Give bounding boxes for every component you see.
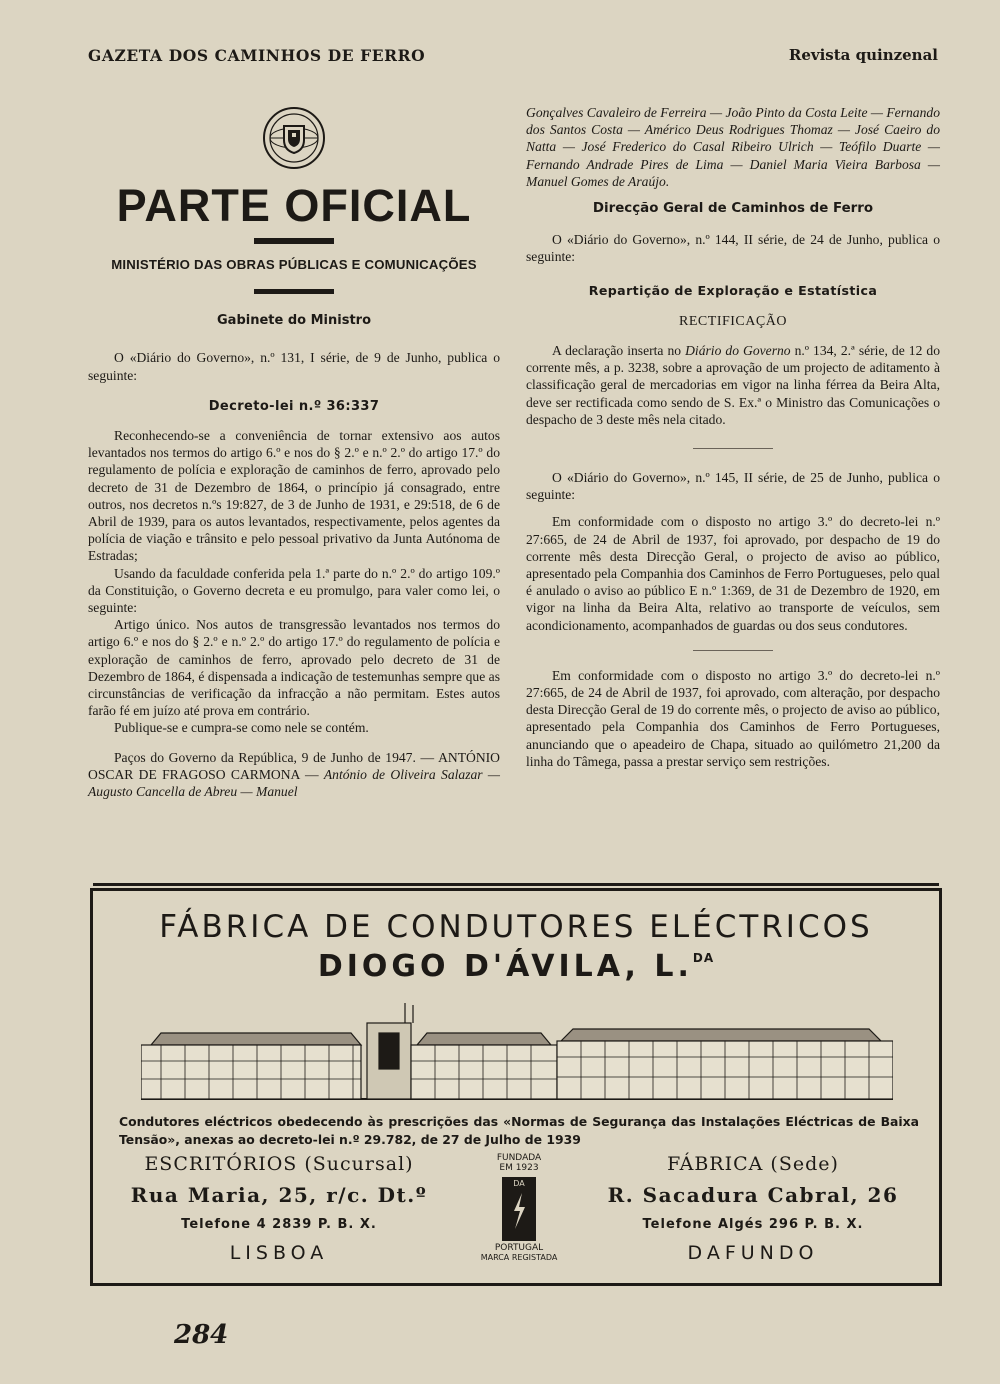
- factory-block: [593, 1153, 913, 1264]
- signatures-continued: Gonçalves Cavaleiro de Ferreira — João Pinto da Costa Leite — Fernando dos Santos Costa — Américo Deus Rodrigues Thomaz — José Caeiro do Natta — José Frederico do Casal Ribeiro Ulrich — Teófilo Duarte — Fernando Andrade Pires de Lima — Daniel Maria Vieira Barbosa — Manuel Gomes de Araújo.: [526, 105, 940, 189]
- separator: [693, 650, 773, 651]
- office-block: [119, 1153, 439, 1264]
- separator: [693, 448, 773, 449]
- lightning-icon: [502, 1177, 536, 1241]
- cabinet-heading: Gabinete do Ministro: [217, 313, 371, 329]
- intro-paragraph-3: O «Diário do Governo», n.º 145, II série, de 25 de Junho, publica o seguinte:: [526, 470, 940, 503]
- factory-address: R. Sacadura Cabral, 26: [607, 1183, 899, 1207]
- decree-paragraph-1: Reconhecendo-se a conveniência de tornar extensivo aos autos levantados nos termos do artigo 6.º e nos do § 2.º e n.º 2.º do artigo 17.º do regulamento de polícia e exploração de caminhos de ferro, aprovado pelo decreto de 31 de Dezembro de 1864, o princípio já consagrado, entre outros, nos decretos n.ºs 19:827, de 3 de Junho de 1931, e 29:518, de 6 de Abril de 1939, para os autos levantados, respectivamente, pelos agentes da polícia de viação e trânsito e pelo pessoal privativo da Junta Autónoma de Estradas;: [88, 428, 500, 564]
- title-rule: [254, 238, 334, 244]
- ad-name-sup: DA: [692, 951, 715, 965]
- ad-description: Condutores eléctricos obedecendo às prescrições das «Normas de Segurança das Instalações Eléctricas de Baixa Tensão», anexas ao decreto-lei n.º 29.782, de 27 de Julho de 1939: [119, 1114, 919, 1147]
- page-number: 284: [174, 1320, 229, 1350]
- ad-company-name: [93, 949, 939, 984]
- notice-paragraph-1: Em conformidade com o disposto no artigo 3.º do decreto-lei n.º 27:665, de 24 de Abril de 1937, foi aprovado, por despacho de 19 do corrente mês desta Direcção Geral, o projecto de aviso ao público, apresentado pela Companhia dos Caminhos de Ferro Portugueses, pelo qual é anulado o aviso ao público E n.º 1:369, de 31 de Dezembro de 1920, em vigor na linha da Beira Alta, relativo ao transporte de veículos, sem acondicionamento, acompanhados de guardas ou dos seus condutores.: [526, 514, 940, 633]
- mark-country: PORTUGAL: [494, 1243, 544, 1253]
- rectification-heading: RECTIFICAÇÃO: [679, 313, 787, 329]
- journal-title: GAZETA DOS CAMINHOS DE FERRO: [88, 46, 426, 65]
- left-column: [88, 100, 500, 800]
- ad-name-text: DIOGO D'ÁVILA, L.: [317, 949, 693, 984]
- intro-paragraph-2: O «Diário do Governo», n.º 144, II série, de 24 de Junho, publica o seguinte:: [526, 232, 940, 265]
- department-heading: Repartição de Exploração e Estatística: [588, 282, 878, 298]
- direction-heading: Direcção Geral de Caminhos de Ferro: [592, 201, 874, 217]
- rect-text-a: A declaração inserta no: [552, 343, 686, 359]
- decree-paragraph-4: Publique-se e cumpra-se como nele se contém.: [114, 720, 369, 736]
- coat-of-arms-icon: [262, 106, 326, 170]
- factory-building-illustration: [141, 999, 893, 1103]
- journal-subtitle: Revista quinzenal: [788, 46, 938, 64]
- rect-text-italic: Diário do Governo: [685, 343, 791, 359]
- decree-paragraph-3: Artigo único. Nos autos de transgressão levantados nos termos do artigo 6.º e nos do § 2.º e n.º 2.º do artigo 17.º do regulamento de polícia e exploração de caminhos de ferro, aprovado pelo decreto de 31 de Dezembro de 1864, é dispensada a indicação de testemunhas sempre que as circunstâncias de verificação da infracção a não permitam. Estes autos farão fé em juízo até prova em contrário.: [88, 617, 500, 719]
- decree-heading: Decreto-lei n.º 36:337: [208, 398, 380, 414]
- ad-top-rule: [93, 883, 939, 886]
- ministry-heading: MINISTÉRIO DAS OBRAS PÚBLICAS E COMUNICAÇÕES: [111, 257, 477, 272]
- advertisement: [90, 888, 942, 1286]
- office-city: LISBOA: [229, 1242, 329, 1264]
- rect-text-b: n.º 134, 2.ª série, de 12 do corrente mês, a p. 3238, sobre a aprovação de um projecto de aditamento à classificação geral de mercadorias em vigor na linha férrea da Beira Alta, deve ser rectificada como sendo de S. Ex.ª o Ministro das Comunicações o despacho de 3 deste mês nela citado.: [526, 343, 940, 427]
- factory-city: DAFUNDO: [687, 1242, 819, 1264]
- rectification-paragraph: [526, 342, 940, 428]
- notice-paragraph-2: Em conformidade com o disposto no artigo 3.º do decreto-lei n.º 27:665, de 24 de Abril de 1937, foi aprovado, com alteração, por despacho desta Direcção Geral de 19 do corrente mês, o projecto de aviso ao público, apresentado pela Companhia dos Caminhos de Ferro Portugueses, anunciando que o apeadeiro de Chapa, situado ao quilómetro 21,200 da linha do Tâmega, passa a prestar serviço sem restrições.: [526, 667, 940, 769]
- office-address: Rua Maria, 25, r/c. Dt.º: [130, 1183, 428, 1207]
- office-title: ESCRITÓRIOS (Sucursal): [144, 1153, 414, 1175]
- signature-plain: Paços do Governo da República, 9 de Junho de 1947. — ANTÓNIO OSCAR DE FRAGOSO CARMONA —: [88, 749, 500, 782]
- mark-registered: MARCA REGISTADA: [480, 1253, 558, 1262]
- signature-paragraph: [88, 749, 500, 801]
- decree-paragraph-2: Usando da faculdade conferida pela 1.ª parte do n.º 2.º do artigo 109.º da Constituição, o Governo decreta e eu promulgo, para valer como lei, o seguinte:: [88, 565, 500, 616]
- right-column: [526, 104, 940, 770]
- mark-founded: FUNDADA: [496, 1153, 542, 1163]
- section-title: PARTE OFICIAL: [116, 180, 472, 231]
- mark-da: DA: [513, 1179, 525, 1188]
- ad-company-line: FÁBRICA DE CONDUTORES ELÉCTRICOS: [159, 909, 873, 945]
- ministry-rule: [254, 289, 334, 294]
- trademark-emblem: [479, 1153, 559, 1271]
- factory-phone: Telefone Algés 296 P. B. X.: [642, 1217, 864, 1232]
- office-phone: Telefone 4 2839 P. B. X.: [181, 1217, 377, 1232]
- signature-italic: António de Oliveira Salazar — Augusto Cancella de Abreu — Manuel: [88, 766, 500, 800]
- mark-year: EM 1923: [499, 1163, 539, 1173]
- intro-paragraph: O «Diário do Governo», n.º 131, I série, de 9 de Junho, publica o seguinte:: [88, 350, 500, 383]
- factory-title: FÁBRICA (Sede): [667, 1153, 839, 1175]
